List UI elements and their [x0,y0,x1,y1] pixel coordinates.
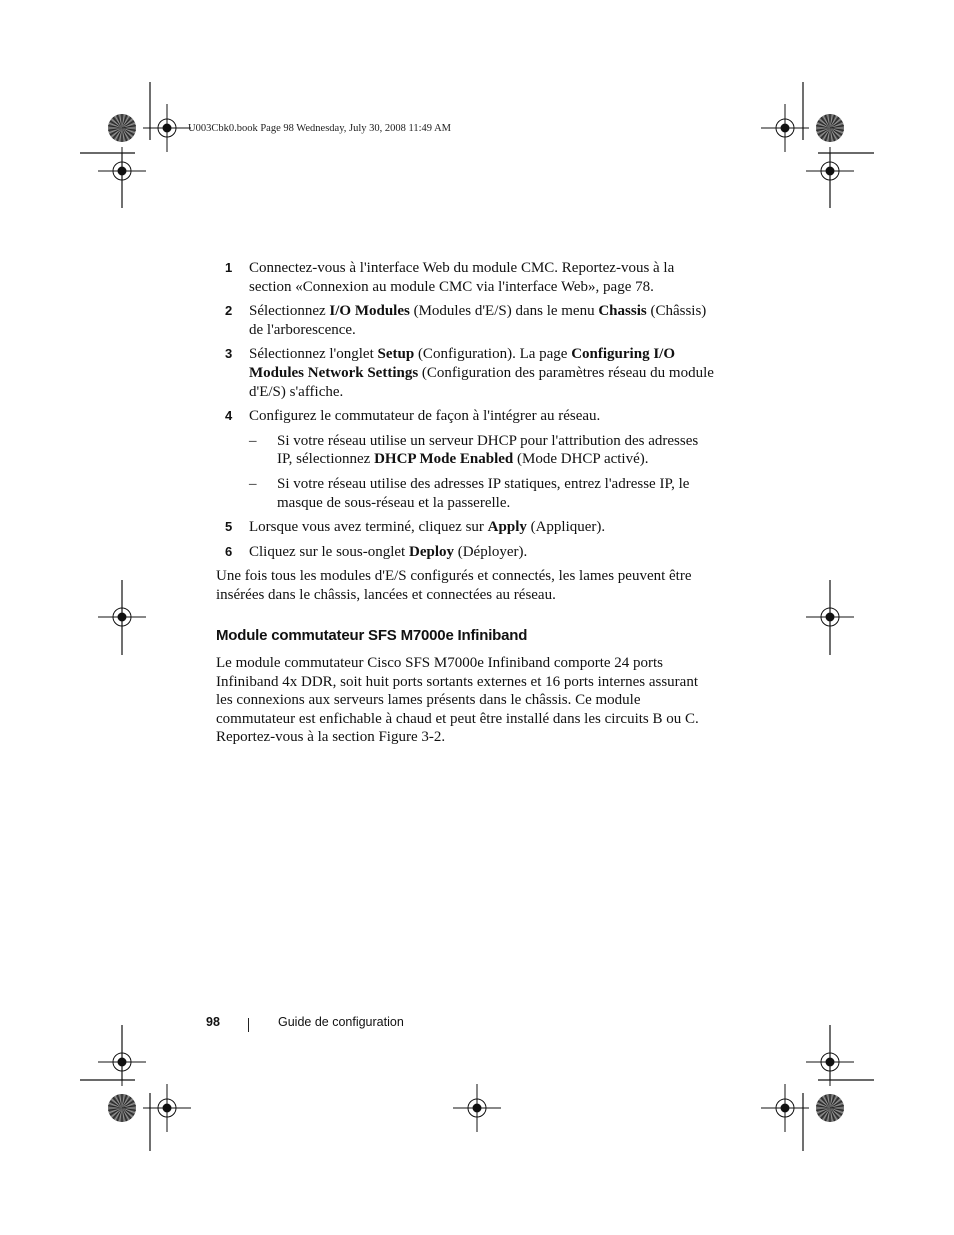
ui-term: Configuring I/O Modules Network Settings [249,346,675,381]
step-number: 6 [225,543,233,559]
text-run: (Modules d'E/S) dans le menu [409,303,599,320]
substep-bullet: – [249,475,257,492]
crosshair-mark [761,104,809,152]
text-run: (Appliquer). [526,519,606,536]
star-target-mark [108,114,136,142]
step-item [216,518,716,537]
ui-term: I/O Modules [329,303,410,320]
crosshair-mark [806,147,854,195]
step-item [216,302,716,339]
substep-item [216,475,716,512]
step-item [216,345,716,401]
footer-title: Guide de configuration [278,1015,404,1029]
ui-term: Setup [377,346,415,363]
ui-term: Apply [487,519,527,536]
text-run: Si votre réseau utilise des adresses IP statiques, entrez l'adresse IP, le masque de sous-réseau et la passerelle. [277,475,690,511]
ui-term: Chassis [598,303,647,320]
step-item [216,543,716,562]
section-heading: Module commutateur SFS M7000e Infiniband [216,626,528,644]
crosshair-mark [98,1038,146,1086]
footer-separator [248,1018,249,1032]
text-run: Lorsque vous avez terminé, cliquez sur [249,519,488,536]
step-item [216,259,716,296]
step-number: 5 [225,519,233,535]
text-run: Configurez le commutateur de façon à l'intégrer au réseau. [249,408,601,425]
star-target-mark [108,1094,136,1122]
text-run: (Mode DHCP activé). [513,451,649,468]
ui-term: Deploy [408,543,454,560]
closing-paragraph: Une fois tous les modules d'E/S configurés et connectés, les lames peuvent être insérées dans le châssis, lancées et connectées au réseau. [216,568,692,603]
step-number: 2 [225,303,233,319]
substeps-list [216,432,716,512]
text-run: Sélectionnez l'onglet [249,346,378,363]
step-number: 3 [225,346,233,362]
page-content [216,259,716,753]
section-paragraph: Le module commutateur Cisco SFS M7000e Infiniband comporte 24 ports Infiniband 4x DDR, soit huit ports sortants externes et 16 ports internes assurant les connexions aux serveurs lames présents dans le châssis. Ce module commutateur est enfichable à chaud et peut être installé dans les circuits B ou C. Reportez-vous à la section Figure 3-2. [216,655,699,746]
crosshair-mark [453,1084,501,1132]
crosshair-mark [98,147,146,195]
step-number: 4 [225,408,233,424]
text-run: (Châssis) de l'arborescence. [249,303,707,338]
text-run: (Déployer). [453,543,528,560]
steps-list-continued [216,518,716,561]
text-run: Sélectionnez [249,303,330,320]
crosshair-mark [806,593,854,641]
text-run: (Configuration). La page [414,346,572,363]
steps-list [216,259,716,426]
star-target-mark [816,114,844,142]
text-run: Connectez-vous à l'interface Web du module CMC. Reportez-vous à la section «Connexion au module CMC via l'interface Web», page 78. [249,260,675,295]
substep-bullet: – [249,432,257,449]
crosshair-mark [98,593,146,641]
crosshair-mark [761,1084,809,1132]
file-header: U003Cbk0.book Page 98 Wednesday, July 30, 2008 11:49 AM [188,123,452,134]
text-run: (Configuration des paramètres réseau du module d'E/S) s'affiche. [249,364,714,400]
star-target-mark [816,1094,844,1122]
page-number: 98 [206,1015,220,1029]
text-run: Si votre réseau utilise un serveur DHCP pour l'attribution des adresses IP, sélectionnez [277,432,699,468]
text-run: Cliquez sur le sous-onglet [249,543,409,560]
step-item [216,407,716,426]
substep-item [216,432,716,469]
crosshair-mark [806,1038,854,1086]
step-number: 1 [225,260,233,275]
ui-term: DHCP Mode Enabled [374,451,514,468]
